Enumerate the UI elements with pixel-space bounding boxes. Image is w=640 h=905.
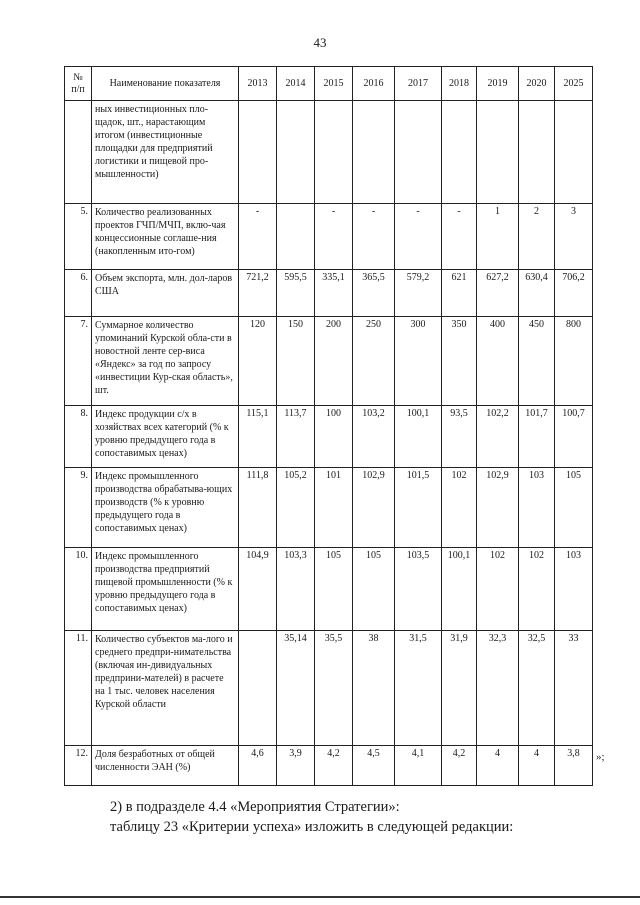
indicator-value: 31,9	[442, 631, 477, 746]
amendment-line-2: таблицу 23 «Критерии успеха» изложить в следующей редакции:	[110, 819, 514, 835]
indicator-value: 721,2	[239, 270, 277, 317]
row-number: 6.	[65, 270, 92, 317]
column-header: № п/п	[65, 67, 92, 101]
table-row	[65, 204, 593, 270]
table-row	[65, 270, 593, 317]
column-header: 2013	[239, 67, 277, 101]
indicator-value: 3,9	[277, 746, 315, 786]
indicator-value	[519, 101, 555, 204]
indicator-value: 113,7	[277, 406, 315, 468]
indicator-value: 250	[353, 317, 395, 406]
indicator-value: -	[442, 204, 477, 270]
indicator-value: 102	[442, 468, 477, 548]
table-row	[65, 468, 593, 548]
column-header: 2020	[519, 67, 555, 101]
page-number: 43	[313, 35, 327, 50]
indicator-value	[277, 204, 315, 270]
indicator-name: Объем экспорта, млн. дол-ларов США	[92, 270, 239, 317]
indicator-value: 101,7	[519, 406, 555, 468]
indicator-value: 150	[277, 317, 315, 406]
indicator-value: 35,14	[277, 631, 315, 746]
indicator-value	[353, 101, 395, 204]
table-row	[65, 317, 593, 406]
indicator-value: 102,2	[477, 406, 519, 468]
column-header: 2019	[477, 67, 519, 101]
indicator-value: 105,2	[277, 468, 315, 548]
table-header-row	[65, 67, 593, 101]
row-number: 8.	[65, 406, 92, 468]
indicator-name: Доля безработных от общей численности ЭАН (%)	[92, 746, 239, 786]
indicator-value: 4	[519, 746, 555, 786]
indicator-value	[477, 101, 519, 204]
indicator-value: 335,1	[315, 270, 353, 317]
indicator-value: 120	[239, 317, 277, 406]
indicator-value: 35,5	[315, 631, 353, 746]
indicator-value: 38	[353, 631, 395, 746]
row-number: 5.	[65, 204, 92, 270]
table-row	[65, 631, 593, 746]
closing-quote-mark: »;	[596, 751, 605, 763]
indicator-value: 450	[519, 317, 555, 406]
row-number: 9.	[65, 468, 92, 548]
indicator-value: 4,5	[353, 746, 395, 786]
indicator-value	[239, 631, 277, 746]
row-number: 7.	[65, 317, 92, 406]
indicator-value: 706,2	[555, 270, 593, 317]
indicator-value: 800	[555, 317, 593, 406]
indicator-value: 300	[395, 317, 442, 406]
row-number	[65, 101, 92, 204]
indicator-name: Количество реализованных проектов ГЧП/МЧП, вклю-чая концессионные соглаше-ния (накопленным ито-гом)	[92, 204, 239, 270]
row-number: 12.	[65, 746, 92, 786]
indicator-value	[442, 101, 477, 204]
column-header: 2025	[555, 67, 593, 101]
indicator-name: Индекс промышленного производства обрабатыва-ющих производств (% к уровню предыдущего года в сопоставимых ценах)	[92, 468, 239, 548]
indicator-value: 101	[315, 468, 353, 548]
amendment-line-1: 2) в подразделе 4.4 «Мероприятия Стратегии»:	[110, 799, 400, 815]
indicator-value: 365,5	[353, 270, 395, 317]
indicator-value: 103,2	[353, 406, 395, 468]
indicator-value: -	[395, 204, 442, 270]
indicator-value: 103	[519, 468, 555, 548]
column-header: 2016	[353, 67, 395, 101]
indicator-value: 100	[315, 406, 353, 468]
indicator-value: 103,3	[277, 548, 315, 631]
indicators-table	[64, 66, 593, 786]
indicator-value: 630,4	[519, 270, 555, 317]
indicator-name: Индекс промышленного производства предприятий пищевой промышленности (% к уровню предыдущего года в сопоставимых ценах)	[92, 548, 239, 631]
table-row	[65, 101, 593, 204]
indicator-value: 105	[353, 548, 395, 631]
indicator-value: 103,5	[395, 548, 442, 631]
indicator-value: 115,1	[239, 406, 277, 468]
indicator-value: 200	[315, 317, 353, 406]
indicator-value	[277, 101, 315, 204]
indicator-value: 400	[477, 317, 519, 406]
indicator-value	[555, 101, 593, 204]
indicator-name: Индекс продукции с/х в хозяйствах всех категорий (% к уровню предыдущего года в сопоставимых ценах)	[92, 406, 239, 468]
indicator-value: 579,2	[395, 270, 442, 317]
indicator-value: 101,5	[395, 468, 442, 548]
indicator-value: 102	[519, 548, 555, 631]
indicator-value: 621	[442, 270, 477, 317]
indicator-value	[395, 101, 442, 204]
indicator-value: 32,5	[519, 631, 555, 746]
column-header: 2017	[395, 67, 442, 101]
indicator-value: -	[315, 204, 353, 270]
indicator-value: 32,3	[477, 631, 519, 746]
indicator-name: Суммарное количество упоминаний Курской обла-сти в новостной ленте сер-виса «Яндекс» за год по запросу «инвестиции Кур-ская область», шт.	[92, 317, 239, 406]
indicator-value: 2	[519, 204, 555, 270]
indicator-value: 100,1	[442, 548, 477, 631]
indicator-value: 104,9	[239, 548, 277, 631]
indicator-value: 111,8	[239, 468, 277, 548]
indicator-value: 4	[477, 746, 519, 786]
indicator-value: -	[353, 204, 395, 270]
indicator-name: Количество субъектов ма-лого и среднего предпри-нимательства (включая ин-дивидуальных предприни-мателей) в расчете на 1 тыс. человек населения Курской области	[92, 631, 239, 746]
indicator-name: ных инвестиционных пло-щадок, шт., нарастающим итогом (инвестиционные площадки для предприятий логистики и пищевой про-мышленности)	[92, 101, 239, 204]
column-header: 2015	[315, 67, 353, 101]
indicator-value: 3	[555, 204, 593, 270]
indicator-value: 102,9	[353, 468, 395, 548]
indicator-value: 350	[442, 317, 477, 406]
indicator-value: 4,2	[315, 746, 353, 786]
indicator-value: 102	[477, 548, 519, 631]
indicator-value: 105	[555, 468, 593, 548]
indicator-value: 102,9	[477, 468, 519, 548]
row-number: 11.	[65, 631, 92, 746]
table-row	[65, 746, 593, 786]
indicator-value: 100,7	[555, 406, 593, 468]
indicator-value: 1	[477, 204, 519, 270]
column-header: 2018	[442, 67, 477, 101]
column-header: Наименование показателя	[92, 67, 239, 101]
indicator-value: 4,2	[442, 746, 477, 786]
indicator-value: 103	[555, 548, 593, 631]
indicator-value	[315, 101, 353, 204]
column-header: 2014	[277, 67, 315, 101]
indicator-value	[239, 101, 277, 204]
table-row	[65, 406, 593, 468]
indicator-value: 4,1	[395, 746, 442, 786]
indicator-value: 3,8	[555, 746, 593, 786]
page-bottom-rule	[0, 896, 640, 898]
indicator-value: 627,2	[477, 270, 519, 317]
indicator-value: 105	[315, 548, 353, 631]
indicator-value: 31,5	[395, 631, 442, 746]
table-row	[65, 548, 593, 631]
indicator-value: 595,5	[277, 270, 315, 317]
indicator-value: 4,6	[239, 746, 277, 786]
indicator-value: 100,1	[395, 406, 442, 468]
indicator-value: -	[239, 204, 277, 270]
indicator-value: 93,5	[442, 406, 477, 468]
row-number: 10.	[65, 548, 92, 631]
indicator-value: 33	[555, 631, 593, 746]
